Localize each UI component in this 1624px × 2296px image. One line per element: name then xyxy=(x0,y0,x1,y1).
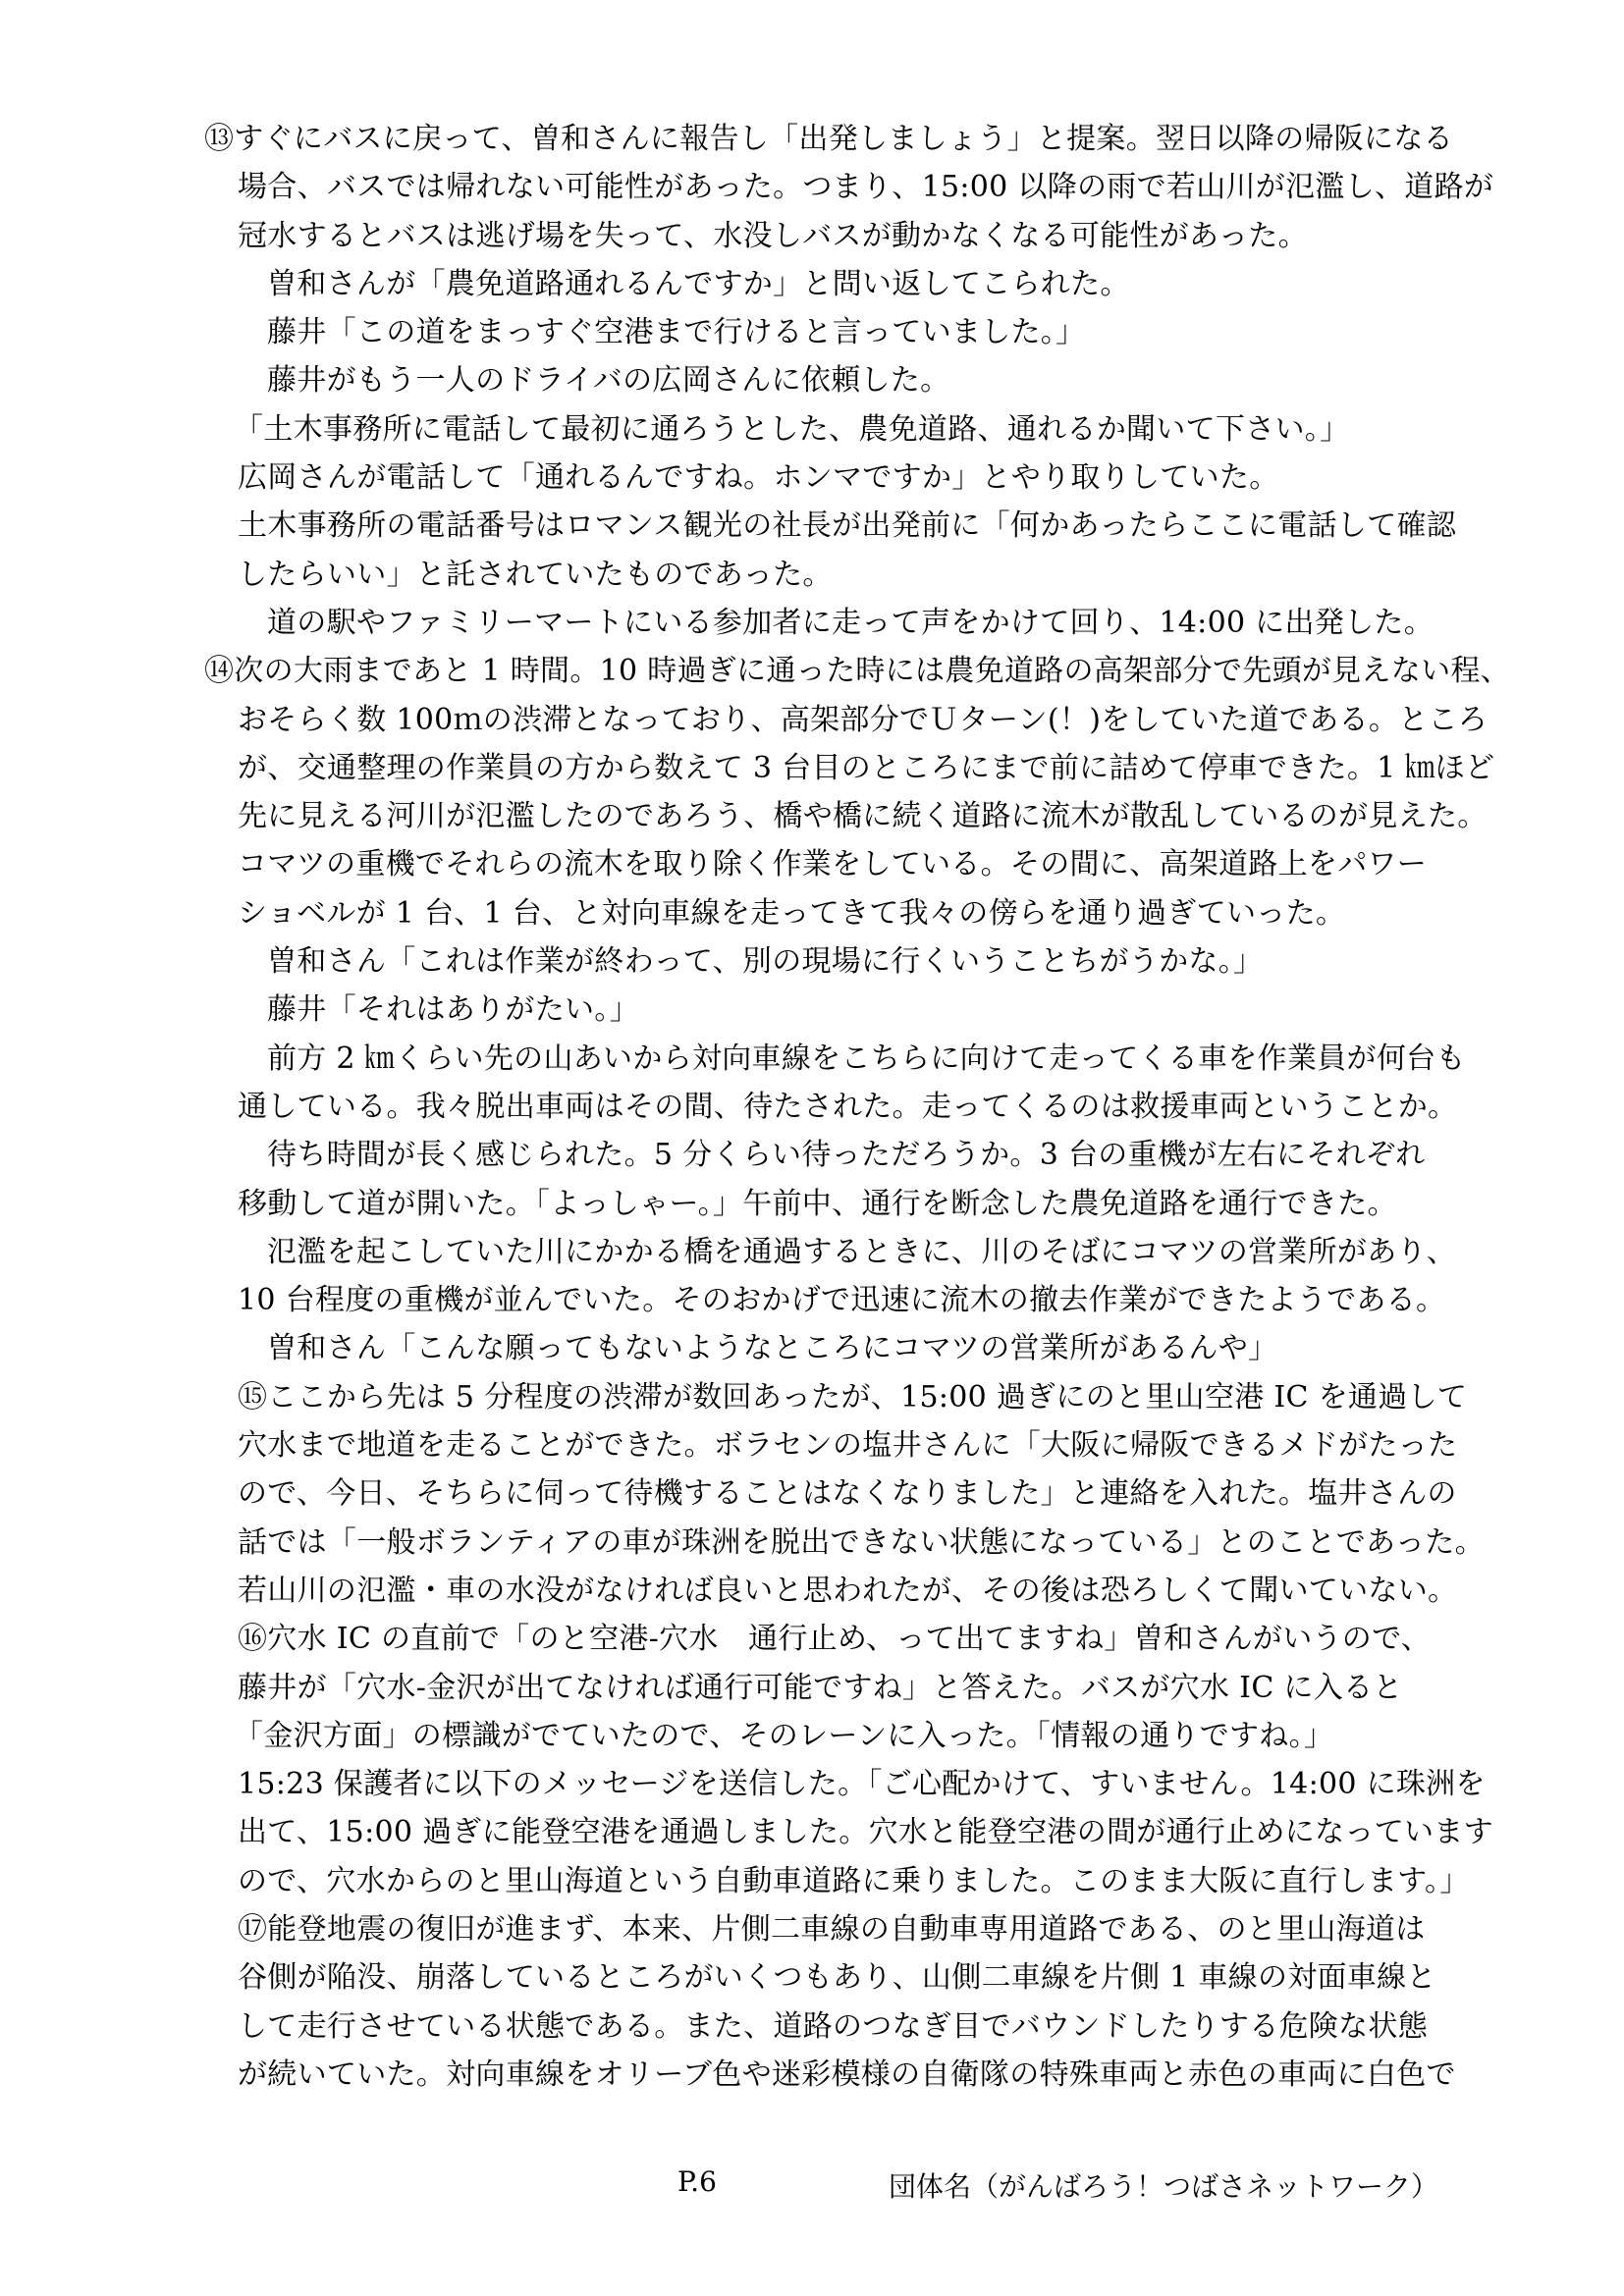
message-line: ので、穴水からのと里山海道という自動車道路に乗りました。このまま大阪に直行します。」 xyxy=(238,1863,1470,1898)
narration-line: 道の駅やファミリーマートにいる参加者に走って声をかけて回り、14:00 に出発した。 xyxy=(267,605,1434,640)
narration-line: 土木事務所の電話番号はロマンス観光の社長が出発前に「何かあったらここに電話して確認 xyxy=(238,508,1457,544)
paragraph-16-line: 藤井が「穴水-金沢が出てなければ通行可能ですね」と答えた。バスが穴水 IC に入ると xyxy=(238,1670,1403,1705)
paragraph-15-line: ⑮ここから先は 5 分程度の渋滞が数回あったが、15:00 過ぎにのと里山空港 IC を通過して xyxy=(238,1379,1468,1415)
paragraph-16-line: 「金沢方面」の標識がでていたので、そのレーンに入った。「情報の通りですね。」 xyxy=(234,1718,1334,1753)
paragraph-13-line: ⑬すぐにバスに戻って、曽和さんに報告し「出発しましょう」と提案。翌日以降の帰阪になる xyxy=(204,122,1453,156)
dialogue-line: 曽和さんが「農免道路通れるんですか」と問い返してこられた。 xyxy=(267,266,1130,301)
paragraph-16-line: ⑯穴水 IC の直前で「のと空港-穴水 通行止め、って出てますね」曽和さんがいうので、 xyxy=(238,1622,1432,1657)
page-number: P.6 xyxy=(677,2165,717,2198)
narration-line: したらいい」と託されていたものであった。 xyxy=(238,557,833,592)
paragraph-14-line: 先に見える河川が氾濫したのであろう、橋や橋に続く道路に流木が散乱しているのが見えた。 xyxy=(238,799,1488,834)
narration-line: 通している。我々脱出車両はその間、待たされた。走ってくるのは救援車両ということか。 xyxy=(238,1089,1458,1124)
paragraph-15-line: 若山川の氾濫・車の水没がなければ良いと思われたが、その後は恐ろしくて聞いていない。 xyxy=(238,1573,1458,1608)
narration-line: 前方 2 ㎞くらい先の山あいから対向車線をこちらに向けて走ってくる車を作業員が何台も xyxy=(267,1041,1466,1076)
paragraph-14-line: が、交通整理の作業員の方から数えて 3 台目のところにまで前に詰めて停車できた。1 ㎞ほど xyxy=(238,750,1495,785)
paragraph-13-line: 冠水するとバスは逃げ場を失って、水没しバスが動かなくなる可能性があった。 xyxy=(238,218,1308,253)
paragraph-17-line: ⑰能登地震の復旧が進まず、本来、片側二車線の自動車専用道路である、のと里山海道は xyxy=(238,1911,1426,1947)
paragraph-14-line: コマツの重機でそれらの流木を取り除く作業をしている。その間に、高架道路上をパワー xyxy=(238,847,1428,882)
paragraph-15-line: ので、今日、そちらに伺って待機することはなくなりました」と連絡を入れた。塩井さんの xyxy=(238,1476,1457,1512)
dialogue-line: 「土木事務所に電話して最初に通ろうとした、農免道路、通れるか聞いて下さい。」 xyxy=(234,411,1350,447)
organization-name: 団体名（がんばろう！つばさネットワーク） xyxy=(889,2170,1439,2203)
paragraph-17-line: 谷側が陥没、崩落しているところがいくつもあり、山側二車線を片側 1 車線の対面車線と xyxy=(238,1960,1436,1996)
message-line: 15:23 保護者に以下のメッセージを送信した。「ご心配かけて、すいません。14:00 に珠洲を xyxy=(238,1767,1486,1802)
paragraph-15-line: 穴水まで地道を走ることができた。ボラセンの塩井さんに「大阪に帰阪できるメドがたった xyxy=(238,1428,1458,1464)
dialogue-line: 曽和さん「こんな願ってもないようなところにコマツの営業所があるんや」 xyxy=(267,1331,1278,1366)
paragraph-13-line: 場合、バスでは帰れない可能性があった。つまり、15:00 以降の雨で若山川が氾濫し、道路が xyxy=(238,170,1494,205)
document-body xyxy=(177,115,1510,2099)
narration-line: 移動して道が開いた。「よっしゃー。」午前中、通行を断念した農免道路を通行できた。 xyxy=(238,1186,1397,1221)
narration-line: 氾濫を起こしていた川にかかる橋を通過するときに、川のそばにコマツの営業所があり、 xyxy=(267,1234,1457,1269)
paragraph-17-line: が続いていた。対向車線をオリーブ色や迷彩模様の自衛隊の特殊車両と赤色の車両に白色で xyxy=(238,2056,1456,2092)
narration-line: 待ち時間が長く感じられた。5 分くらい待っただろうか。3 台の重機が左右にそれぞれ xyxy=(267,1138,1426,1173)
dialogue-line: 藤井「それはありがたい。」 xyxy=(267,992,639,1028)
narration-line: 藤井がもう一人のドライバの広岡さんに依頼した。 xyxy=(267,363,950,399)
message-line: 出て、15:00 過ぎに能登空港を通過しました。穴水と能登空港の間が通行止めになっています xyxy=(238,1815,1493,1850)
paragraph-15-line: 話では「一般ボランティアの車が珠洲を脱出できない状態になっている」とのことであった。 xyxy=(238,1524,1485,1560)
paragraph-14-line: ショベルが 1 台、1 台、と対向車線を走ってきて我々の傍らを通り過ぎていった。 xyxy=(238,895,1346,931)
narration-line: 広岡さんが電話して「通れるんですね。ホンマですか」とやり取りしていた。 xyxy=(238,460,1279,496)
dialogue-line: 曽和さん「これは作業が終わって、別の現場に行くいうことちがうかな。」 xyxy=(267,944,1264,980)
paragraph-14-line: ⑭次の大雨まであと 1 時間。10 時過ぎに通った時には農免道路の高架部分で先頭が見えない程、 xyxy=(204,654,1510,689)
narration-line: 10 台程度の重機が並んでいた。そのおかげで迅速に流木の撤去作業ができたようである。 xyxy=(238,1283,1446,1318)
paragraph-14-line: おそらく数 100ｍの渋滞となっており、高架部分でＵターン(！)をしていた道である。ところ xyxy=(238,702,1489,737)
dialogue-line: 藤井「この道をまっすぐ空港まで行けると言っていました。」 xyxy=(267,315,1086,350)
paragraph-17-line: して走行させている状態である。また、道路のつなぎ目でバウンドしたりする危険な状態 xyxy=(238,2008,1428,2044)
